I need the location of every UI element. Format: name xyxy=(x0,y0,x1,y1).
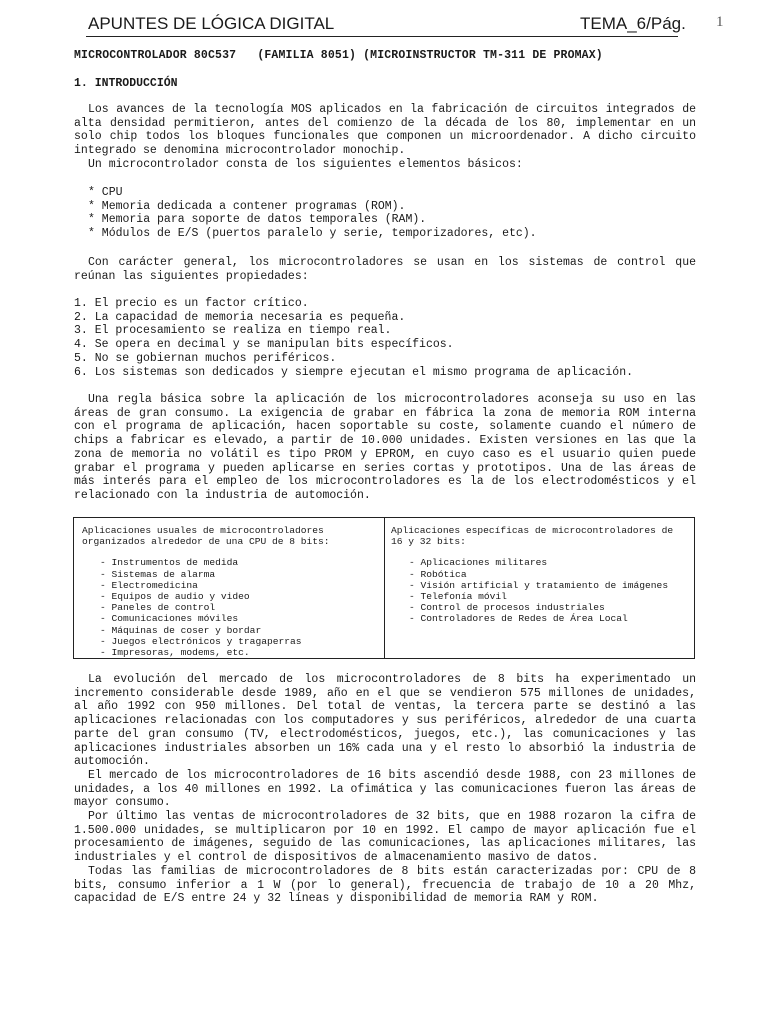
right-column-title: Aplicaciones específicas de microcontroladores de 16 y 32 bits: xyxy=(391,525,674,548)
properties-list xyxy=(74,297,704,379)
intro-paragraph-1: Los avances de la tecnología MOS aplicados en la fabricación de circuitos integrados de alta densidad permitieron, antes del comienzo de la década de los 80, implementar en un solo chip todos los bloques funcionales que componen un microordenador. A dicho circuito integrado se denomina microcontrolador monochip. xyxy=(74,103,696,158)
table-item: - Comunicaciones móviles xyxy=(100,613,239,625)
table-item: - Instrumentos de medida xyxy=(100,557,239,569)
table-left-column xyxy=(74,518,384,658)
table-item: - Juegos electrónicos y tragaperras xyxy=(100,635,302,647)
section-heading: 1. INTRODUCCIÓN xyxy=(74,77,178,90)
list-item: 6. Los sistemas son dedicados y siempre ejecutan el mismo programa de aplicación. xyxy=(74,365,633,379)
intro-paragraph-2: Un microcontrolador consta de los siguientes elementos básicos: xyxy=(88,157,523,171)
rule-text: Una regla básica sobre la aplicación de los microcontroladores aconseja su uso en las áreas de gran consumo. La exigencia de grabar en fábrica la zona de memoria ROM interna con el programa de aplicación, hacen soportable su coste, solamente cuando el número de chips a fabricar es elevado, a partir de 10.000 unidades. Existen versiones en las que la zona de memoria no volátil es tipo PROM y EPROM, en cuyo caso es el usuario quien puede grabar el programa y pueden aplicarse en series cortas y prototipos. Una de las áreas de más interés para el empleo de los microcontroladores es la de los electrodomésticos y el relacionado con la industria de automoción. xyxy=(74,393,696,502)
list-item: * CPU xyxy=(88,186,123,199)
table-item: - Paneles de control xyxy=(100,602,216,614)
list-item: * Memoria para soporte de datos temporales (RAM). xyxy=(88,213,427,227)
general-text: Con carácter general, los microcontroladores se usan en los sistemas de control que reúnan las siguientes propiedades: xyxy=(74,256,696,283)
intro-paragraphs xyxy=(74,103,696,172)
header-rule xyxy=(86,36,678,37)
elements-list xyxy=(74,186,704,241)
page-reference: TEMA_6/Pág. xyxy=(580,14,686,33)
list-item: * Memoria dedicada a contener programas (ROM). xyxy=(88,199,406,213)
rule-paragraph xyxy=(74,393,696,503)
market-paragraph-1: La evolución del mercado de los microcontroladores de 8 bits ha experimentado un incremento considerable desde 1989, año en el que se vendieron 575 millones de unidades, al año 1992 con 950 millones. Del total de ventas, la tercera parte se destinó a las aplicaciones relacionadas con los computadores y sus periféricos, alrededor de una cuarta parte del gran consumo (TV, electrodomésticos, juegos, etc.), las comunicaciones y las aplicaciones industriales absorben un 16% cada una y el resto lo absorbió la industria de automoción. xyxy=(74,673,696,769)
list-item: 2. La capacidad de memoria necesaria es pequeña. xyxy=(74,310,406,324)
table-item: - Sistemas de alarma xyxy=(100,568,216,580)
list-item: 4. Se opera en decimal y se manipulan bits específicos. xyxy=(74,338,454,352)
left-column-title: Aplicaciones usuales de microcontroladores organizados alrededor de una CPU de 8 bits: xyxy=(82,525,330,548)
market-paragraph-2: El mercado de los microcontroladores de 16 bits ascendió desde 1988, con 23 millones de unidades, a los 40 millones en 1992. La ofimática y las comunicaciones fueron las áreas de mayor consumo. xyxy=(74,768,696,810)
table-item: - Control de procesos industriales xyxy=(409,602,605,614)
table-item: - Controladores de Redes de Área Local xyxy=(409,613,628,625)
table-item: - Aplicaciones militares xyxy=(409,557,548,569)
table-item: - Robótica xyxy=(409,568,467,580)
table-item: - Impresoras, modems, etc. xyxy=(100,647,250,659)
page-number: 1 xyxy=(716,14,724,30)
market-paragraph-3: Por último las ventas de microcontroladores de 32 bits, que en 1988 rozaron la cifra de 1.500.000 unidades, se multiplicaron por 10 en 1992. El campo de mayor aplicación fue el procesamiento de imágenes, seguido de las comunicaciones, las aplicaciones militares, las industriales y el control de dispositivos de almacenamiento masivo de datos. xyxy=(74,810,696,865)
table-item: - Visión artificial y tratamiento de imágenes xyxy=(409,579,669,591)
applications-table xyxy=(73,517,695,659)
table-item: - Telefonía móvil xyxy=(409,591,507,603)
document-title: APUNTES DE LÓGICA DIGITAL xyxy=(88,14,335,33)
list-item: 3. El procesamiento se realiza en tiempo real. xyxy=(74,324,392,338)
document-subtitle: MICROCONTROLADOR 80C537 (FAMILIA 8051) (MICROINSTRUCTOR TM-311 DE PROMAX) xyxy=(74,49,603,62)
table-right-column xyxy=(384,518,694,658)
market-paragraphs xyxy=(74,673,696,906)
market-paragraph-4: Todas las familias de microcontroladores de 8 bits están caracterizadas por: CPU de 8 bits, consumo inferior a 1 W (por lo general), frecuencia de trabajo de 10 a 20 Mhz, capacidad de E/S entre 24 y 32 líneas y disponibilidad de memoria RAM y ROM. xyxy=(74,864,696,906)
general-paragraph xyxy=(74,256,696,283)
list-item: 5. No se gobiernan muchos periféricos. xyxy=(74,351,337,365)
table-item: - Máquinas de coser y bordar xyxy=(100,624,262,636)
table-item: - Electromedicina xyxy=(100,579,198,591)
list-item: 1. El precio es un factor crítico. xyxy=(74,297,309,310)
table-item: - Equipos de audio y video xyxy=(100,591,250,603)
list-item: * Módulos de E/S (puertos paralelo y serie, temporizadores, etc). xyxy=(88,227,537,241)
